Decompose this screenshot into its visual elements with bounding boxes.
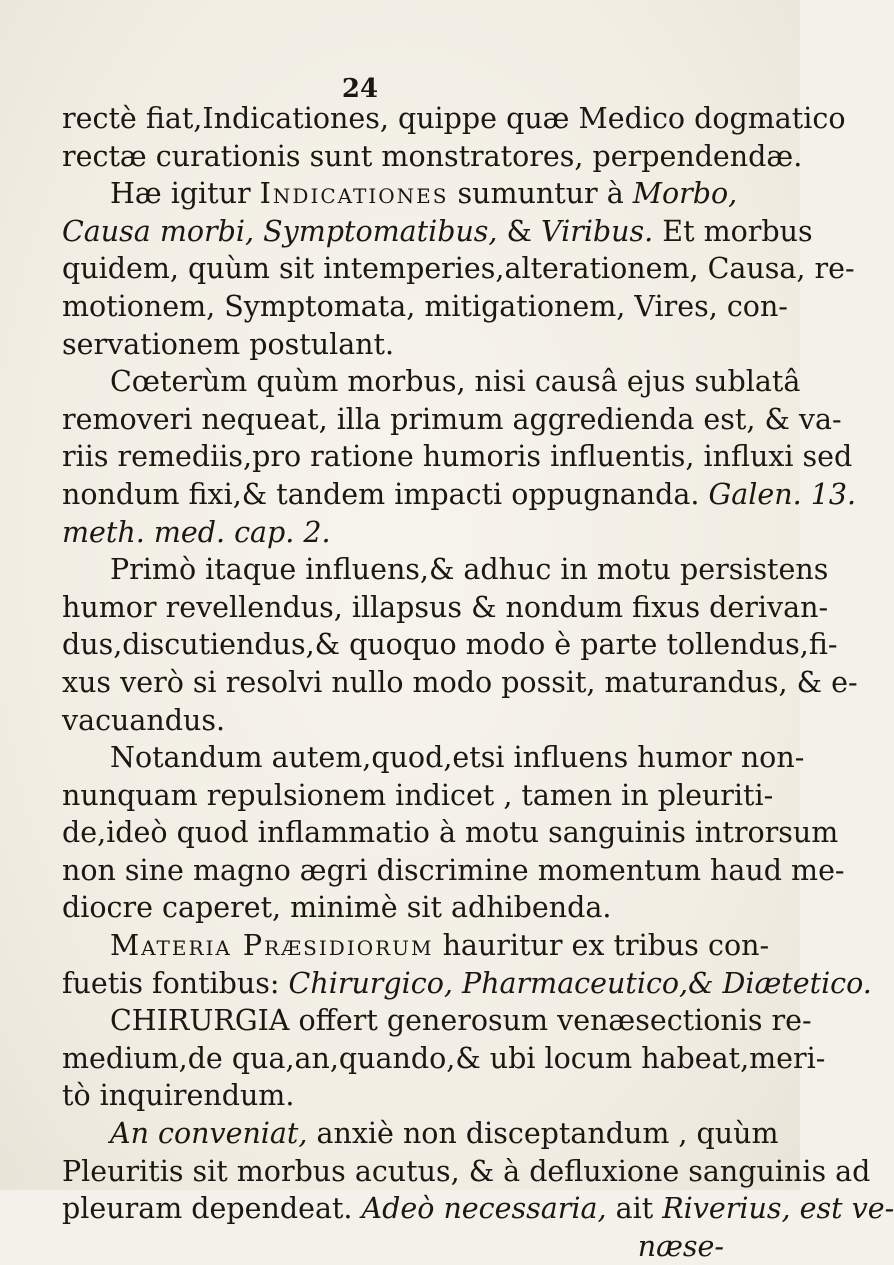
text-line: [62, 927, 770, 965]
line-text: removeri nequeat, illa primum aggredienda est, & va-: [62, 402, 842, 436]
text-line: [62, 438, 853, 476]
text-line: [62, 889, 752, 927]
line-text: dus,discutiendus,& quoquo modo è parte tollendus,fi-: [62, 628, 838, 662]
line-text: Galen. 13.: [708, 477, 857, 511]
text-line: [62, 288, 788, 326]
line-text: Chirurgico, Pharmaceutico,& Diætetico.: [288, 966, 872, 1000]
line-text: de,ideò quod inflammatio à motu sanguinis introrsum: [62, 816, 839, 850]
line-text: nondum fixi,& tandem impacti oppugnanda.: [62, 477, 709, 511]
text-line: [62, 777, 774, 815]
text-line: [62, 1115, 779, 1153]
text-line: [62, 476, 857, 514]
text-line: [62, 1228, 752, 1265]
line-text: servationem postulant.: [62, 327, 395, 361]
line-text: hauritur ex tribus con-: [433, 929, 770, 963]
line-text: meth. med. cap. 2.: [62, 515, 331, 549]
line-text: tò inquirendum.: [62, 1079, 295, 1113]
line-text: motionem, Symptomata, mitigationem, Vires, con-: [62, 289, 788, 323]
text-line: [62, 965, 872, 1003]
text-line: [62, 1040, 826, 1078]
line-text: nunquam repulsionem indicet , tamen in pleuriti-: [62, 778, 774, 812]
line-text: diocre caperet, minimè sit adhibenda.: [62, 891, 612, 925]
line-text: CHIRURGIA offert generosum venæsectionis re-: [110, 1004, 812, 1038]
text-line: [62, 514, 752, 552]
text-line: [62, 138, 803, 176]
line-text: Notandum autem,quod,etsi influens humor non-: [110, 741, 805, 775]
text-line: [62, 175, 752, 213]
page-number: 24: [341, 74, 379, 104]
page-text-block: [62, 100, 894, 1265]
line-text: &: [497, 214, 541, 248]
line-text: Riverius, est ve-: [662, 1192, 894, 1226]
line-text: Causa morbi, Symptomatibus,: [62, 214, 498, 248]
line-text: Viribus.: [541, 214, 654, 248]
line-text: Et morbus: [653, 214, 813, 248]
text-line: [62, 401, 842, 439]
text-line: [62, 250, 855, 288]
text-line: [62, 363, 801, 401]
line-text: fuetis fontibus:: [62, 966, 289, 1000]
line-text: humor revellendus, illapsus & nondum fixus derivan-: [62, 590, 829, 624]
line-text: An conveniat,: [110, 1117, 308, 1151]
line-text: vacuandus.: [62, 703, 226, 737]
line-text: sumuntur à: [448, 177, 633, 211]
text-line: [62, 589, 829, 627]
line-text: non sine magno ægri discrimine momentum haud me-: [62, 853, 845, 887]
text-line: [62, 1077, 752, 1115]
text-line: [62, 1002, 812, 1040]
line-text: Morbo,: [632, 177, 738, 211]
line-text: rectè fiat,Indicationes, quippe quæ Medico dogmatico: [62, 102, 846, 135]
text-line: [62, 1153, 871, 1191]
text-line: [62, 213, 813, 251]
line-text: rectæ curationis sunt monstratores, perpendendæ.: [62, 139, 803, 173]
text-line: [62, 702, 752, 740]
text-line: [62, 739, 805, 777]
text-line: [62, 551, 829, 589]
line-text: Materia Præsidiorum: [110, 929, 434, 963]
line-text: Pleuritis sit morbus acutus, & à defluxione sanguinis ad: [62, 1154, 871, 1188]
text-line: [62, 1190, 894, 1228]
line-text: pleuram dependeat.: [62, 1192, 362, 1226]
line-text: medium,de qua,an,quando,& ubi locum habeat,meri-: [62, 1041, 826, 1075]
line-text: Indicationes: [259, 177, 449, 211]
text-line: [62, 326, 752, 364]
line-text: xus verò si resolvi nullo modo possit, maturandus, & e-: [62, 665, 858, 699]
catchword: næse-: [637, 1229, 724, 1263]
text-line: [62, 100, 846, 138]
text-line: [62, 626, 838, 664]
line-text: Cœterùm quùm morbus, nisi causâ ejus sublatâ: [110, 365, 801, 399]
text-line: [62, 852, 845, 890]
line-text: riis remediis,pro ratione humoris influentis, influxi sed: [62, 440, 853, 474]
line-text: Hæ igitur: [110, 177, 260, 211]
text-line: [62, 664, 858, 702]
line-text: Primò itaque influens,& adhuc in motu persistens: [110, 553, 829, 587]
text-line: [62, 814, 839, 852]
line-text: quidem, quùm sit intemperies,alterationem, Causa, re-: [62, 252, 855, 286]
line-text: Adeò necessaria,: [361, 1192, 607, 1226]
line-text: anxiè non disceptandum , quùm: [307, 1117, 779, 1151]
line-text: ait: [606, 1192, 663, 1226]
